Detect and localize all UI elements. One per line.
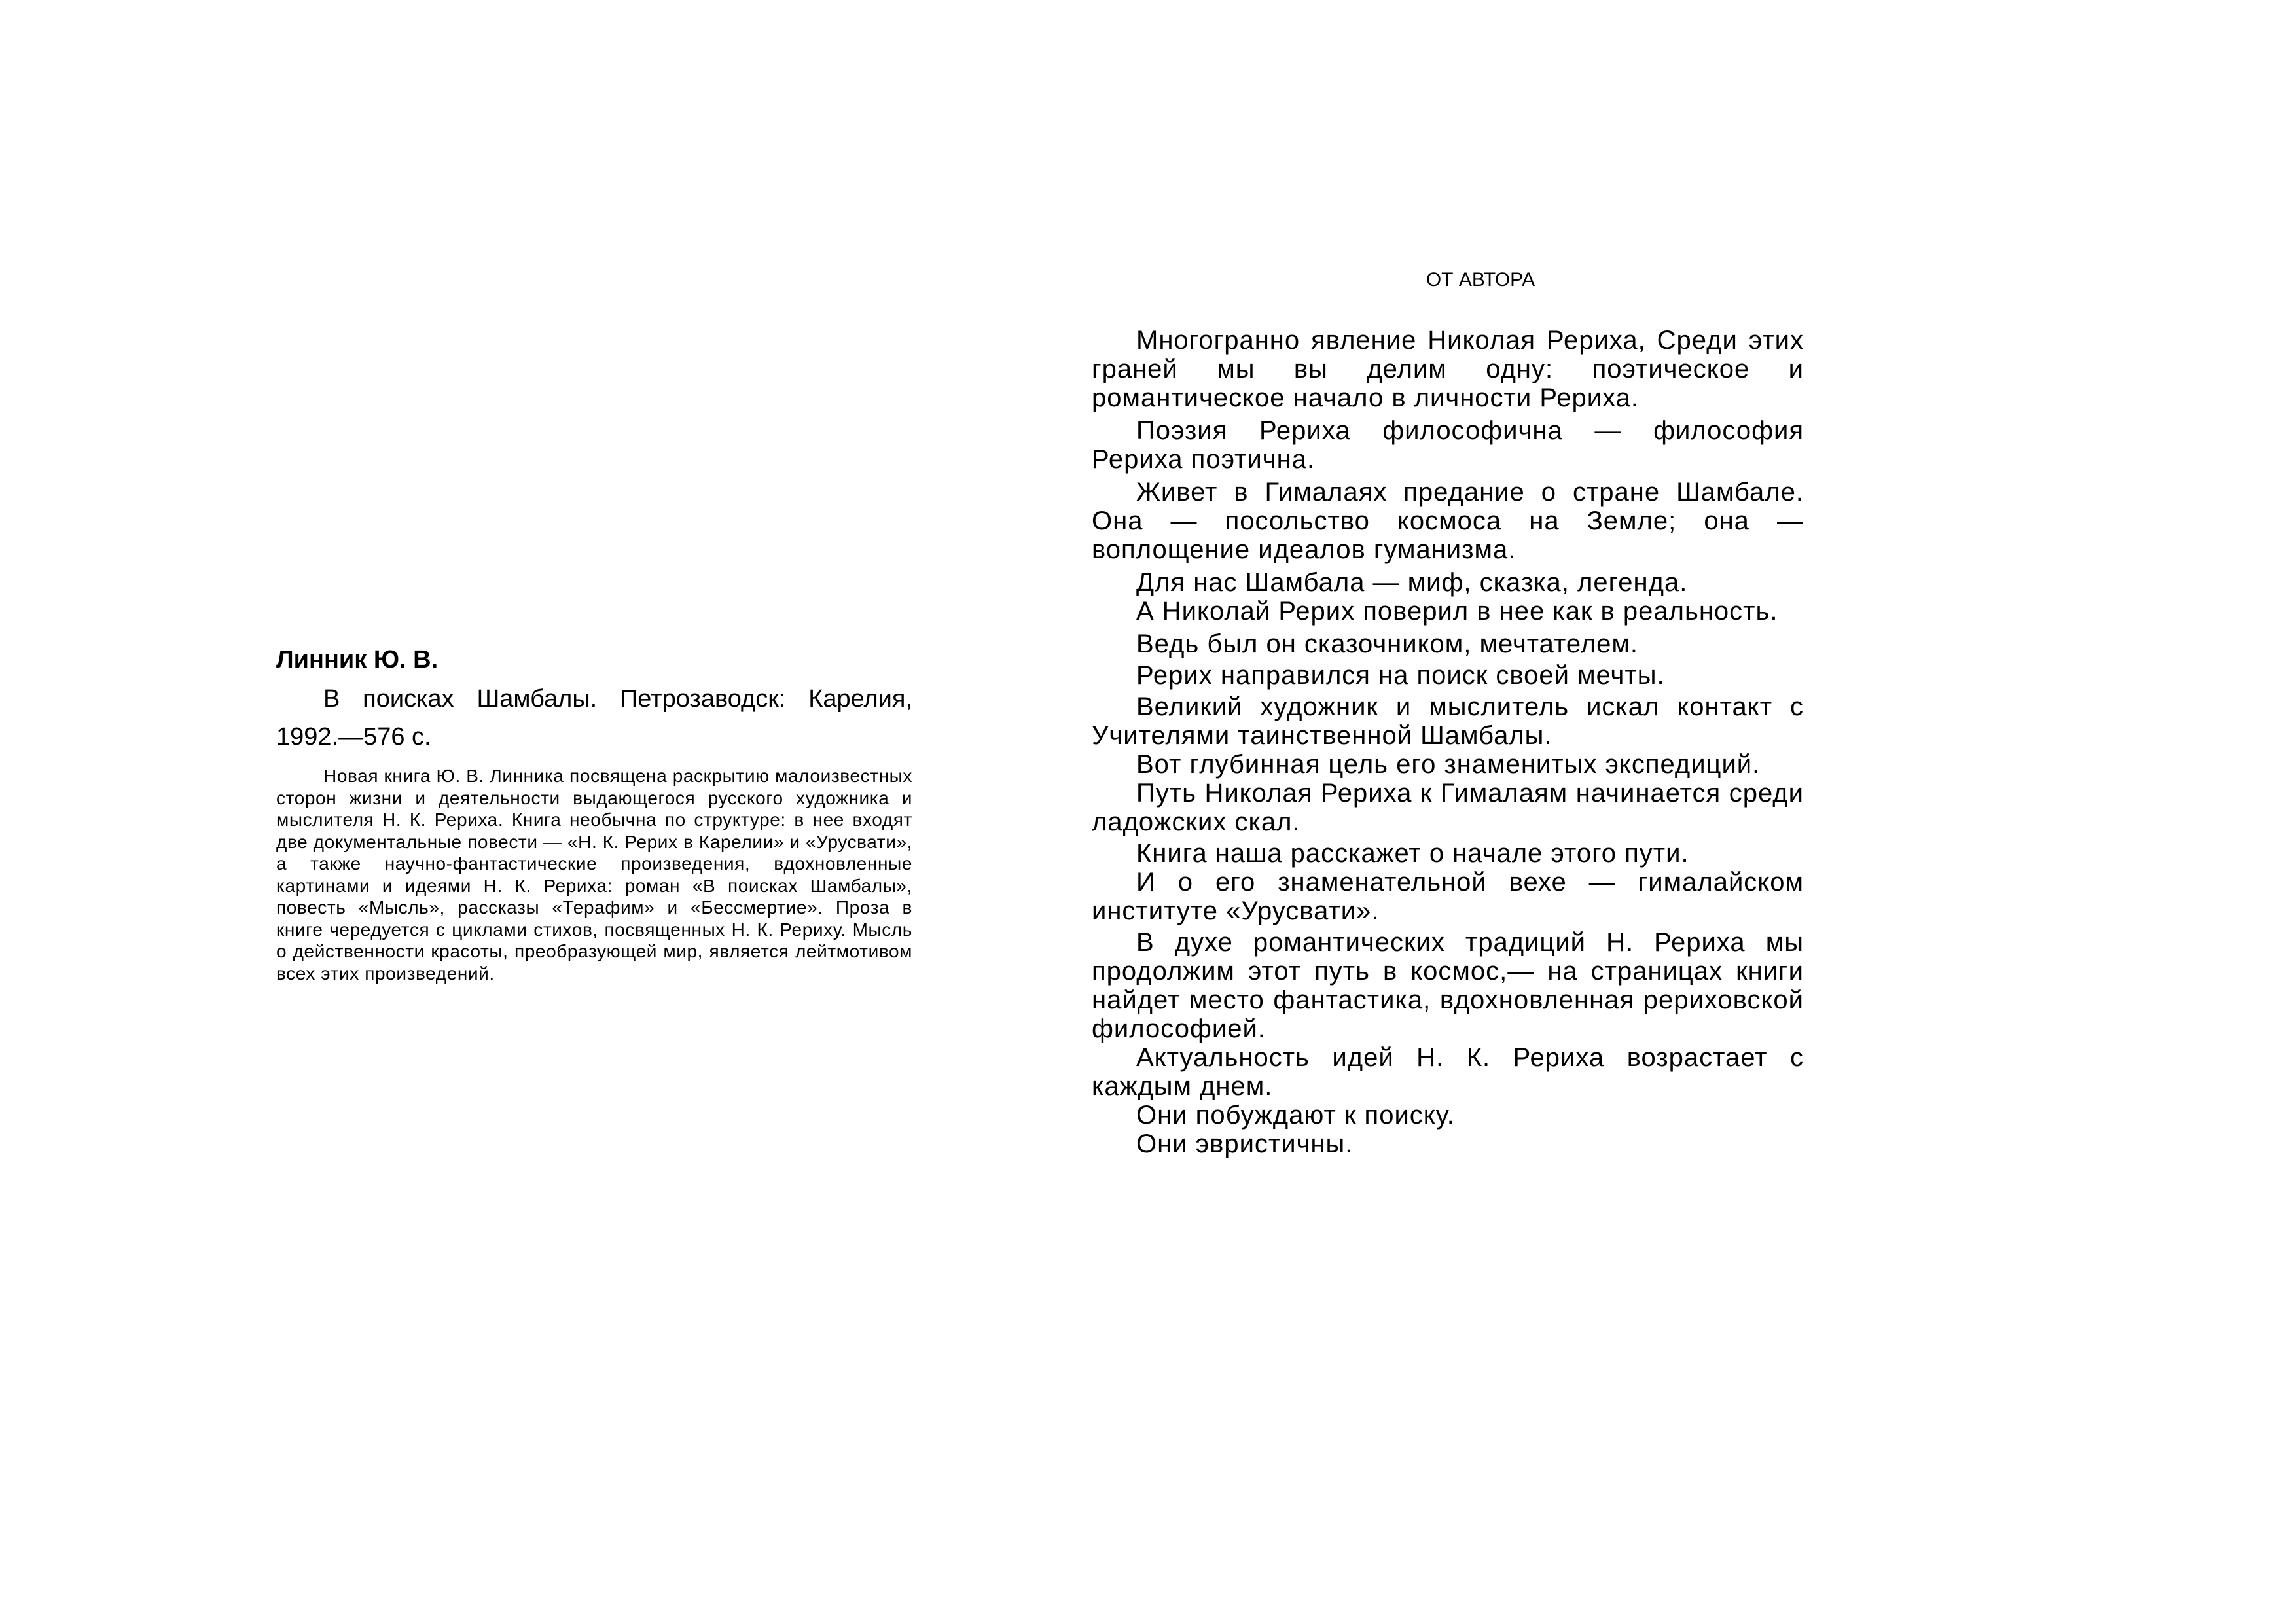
- left-page: [276, 645, 912, 984]
- paragraph: Книга наша расскажет о начале этого пути.: [1136, 839, 1689, 868]
- right-page: [1092, 267, 1804, 1158]
- paragraph: Актуальность идей Н. К. Рериха возрастает с каждым днем.: [1092, 1043, 1804, 1101]
- section-title: ОТ АВТОРА: [1426, 269, 1535, 291]
- paragraph: Ведь был он сказочником, мечтателем.: [1136, 630, 1639, 658]
- paragraph: Многогранно явление Николая Рериха, Среди этих граней мы вы делим одну: поэтическое и романтическое начало в личности Рериха.: [1092, 326, 1804, 412]
- paragraph: В духе романтических традиций Н. Рериха мы продолжим этот путь в космос,— на страницах книги найдет место фантастика, вдохновленная рериховской философией.: [1092, 928, 1804, 1043]
- paragraph: Вот глубинная цель его знаменитых экспедиций.: [1136, 750, 1761, 779]
- paragraph: Они эвристичны.: [1136, 1130, 1354, 1158]
- paragraph: Для нас Шамбала — миф, сказка, легенда.: [1136, 568, 1688, 597]
- paragraph: А Николай Рерих поверил в нее как в реальность.: [1136, 597, 1778, 626]
- paragraph: Они побуждают к поиску.: [1136, 1101, 1455, 1130]
- paragraph: Путь Николая Рериха к Гималаям начинается среди ладожских скал.: [1092, 779, 1804, 836]
- book-citation: В поисках Шамбалы. Петрозаводск: Карелия, 1992.—576 с.: [276, 685, 912, 751]
- book-annotation: Новая книга Ю. В. Линника посвящена раскрытию малоизвестных сторон жизни и деятельности выдающегося русского художника и мыслителя Н. К. Рериха. Книга необычна по структуре: в нее входят две документальные повести — «Н. К. Рерих в Карелии» и «Урусвати», а также научно-фантастические произведения, вдохновленные картинами и идеями Н. К. Рериха: роман «В поисках Шамбалы», повесть «Мысль», рассказы «Терафим» и «Бессмертие». Проза в книге чередуется с циклами стихов, посвященных Н. К. Рериху. Мысль о действенности красоты, преобразующей мир, является лейтмотивом всех этих произведений.: [276, 766, 912, 984]
- paragraph: Поэзия Рериха философична — философия Рериха поэтична.: [1092, 416, 1804, 474]
- book-author: Линник Ю. В.: [276, 646, 439, 673]
- paragraph: Великий художник и мыслитель искал контакт с Учителями таинственной Шамбалы.: [1092, 692, 1804, 750]
- paragraph: Рерих направился на поиск своей мечты.: [1136, 661, 1665, 690]
- paragraph: И о его знаменательной вехе — гималайском институте «Урусвати».: [1092, 868, 1804, 925]
- paragraph: Живет в Гималаях предание о стране Шамбале. Она — посольство космоса на Земле; она — воплощение идеалов гуманизма.: [1092, 478, 1804, 564]
